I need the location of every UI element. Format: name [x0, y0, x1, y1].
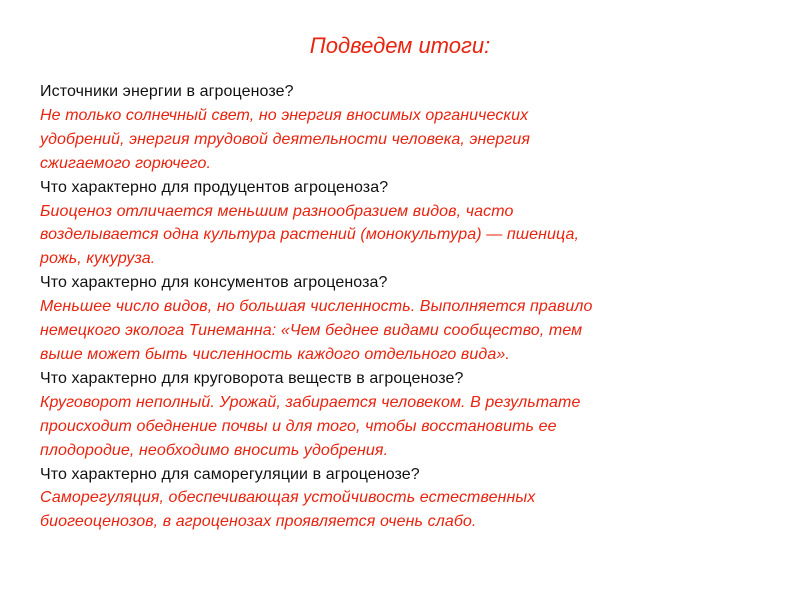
answer-4-line-3: плодородие, необходимо вносить удобрения. — [40, 441, 389, 459]
answer-3-line-1: Меньшее число видов, но большая численность. Выполняется правило — [40, 298, 593, 316]
qa-list — [40, 80, 760, 534]
question-2: Что характерно для продуцентов агроценоза? — [40, 178, 389, 196]
answer-4-line-2: происходит обеднение почвы и для того, чтобы восстановить ее — [40, 417, 557, 435]
answer-2-line-1: Биоценоз отличается меньшим разнообразием видов, часто — [40, 202, 514, 220]
question-4: Что характерно для круговорота веществ в агроценозе? — [40, 369, 464, 387]
question-5: Что характерно для саморегуляции в агроценозе? — [40, 465, 420, 483]
answer-2-line-2: возделывается одна культура растений (монокультура) — пшеница, — [40, 226, 579, 244]
answer-5-line-1: Саморегуляция, обеспечивающая устойчивость естественных — [40, 489, 536, 507]
slide-title: Подведем итоги: — [309, 33, 491, 58]
answer-1-line-2: удобрений, энергия трудовой деятельности человека, энергия — [40, 130, 530, 148]
answer-5-line-2: биогеоценозов, в агроценозах проявляется очень слабо. — [40, 513, 477, 531]
answer-3-line-3: выше может быть численность каждого отдельного вида». — [40, 345, 510, 363]
question-1: Источники энергии в агроценозе? — [40, 83, 294, 100]
answer-2-line-3: рожь, кукуруза. — [40, 250, 156, 268]
question-3: Что характерно для консументов агроценоза? — [40, 274, 388, 292]
answer-3-line-2: немецкого эколога Тинеманна: «Чем беднее видами сообщество, тем — [40, 322, 583, 340]
answer-1-line-3: сжигаемого горючего. — [40, 154, 212, 172]
answer-4-line-1: Круговорот неполный. Урожай, забирается человеком. В результате — [40, 393, 581, 411]
answer-1-line-1: Не только солнечный свет, но энергия вносимых органических — [40, 106, 529, 124]
